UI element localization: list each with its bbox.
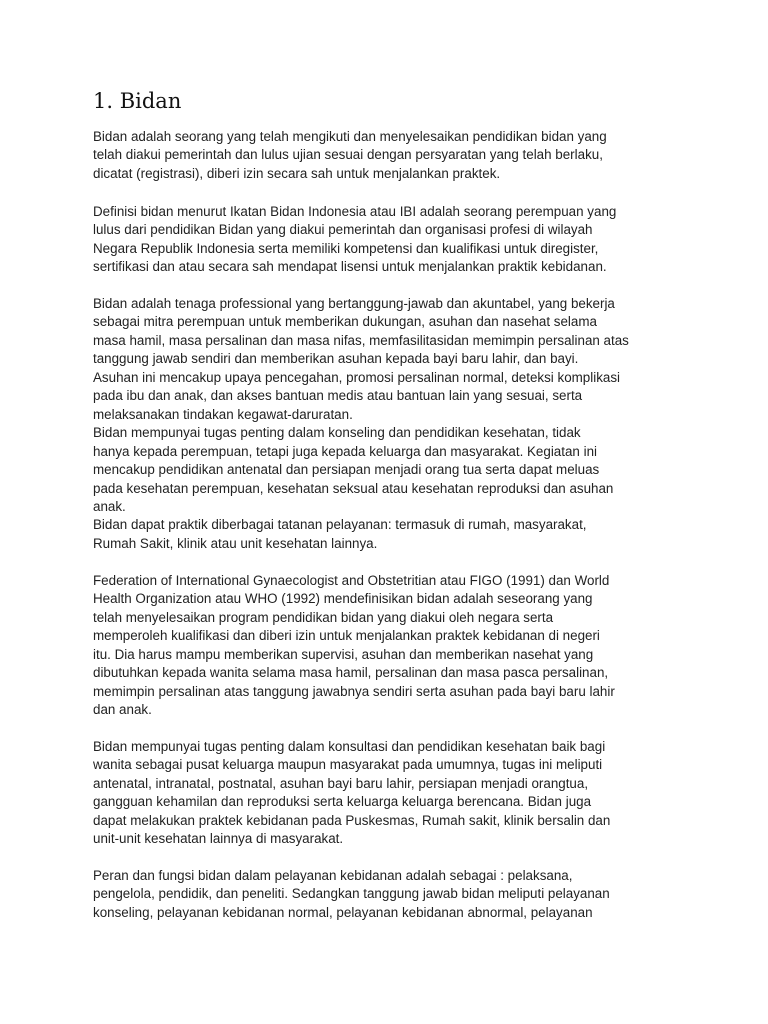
text-line: konseling, pelayanan kebidanan normal, pelayanan kebidanan abnormal, pelayanan [93,904,593,920]
text-line: tanggung jawab sendiri dan memberikan asuhan kepada bayi baru lahir, dan bayi. [93,351,579,367]
text-line: unit-unit kesehatan lainnya di masyarakat. [93,831,344,847]
text-line: wanita sebagai pusat keluarga maupun masyarakat pada umumnya, tugas ini meliputi [93,757,603,773]
text-line: antenatal, intranatal, postnatal, asuhan bayi baru lahir, persiapan menjadi orangtua, [93,775,589,791]
text-line: lulus dari pendidikan Bidan yang diakui pemerintah dan organisasi profesi di wilayah [93,222,593,238]
text-line: pada ibu dan anak, dan akses bantuan medis atau bantuan lain yang sesuai, serta [93,388,583,404]
text-line: Health Organization atau WHO (1992) mendefinisikan bidan adalah seseorang yang [93,591,593,607]
text-line: Definisi bidan menurut Ikatan Bidan Indonesia atau IBI adalah seorang perempuan yang [93,204,617,219]
text-line: Asuhan ini mencakup upaya pencegahan, promosi persalinan normal, deteksi komplikasi [93,369,621,385]
text-line: Bidan adalah tenaga professional yang bertanggung-jawab dan akuntabel, yang bekerja [93,296,615,311]
text-line: dan anak. [93,702,152,718]
text-line: anak. [93,498,126,514]
text-line: Federation of International Gynaecologist and Obstetritian atau FIGO (1991) dan World [93,573,610,588]
text-line: dicatat (registrasi), diberi izin secara sah untuk menjalankan praktek. [93,165,501,181]
text-line: gangguan kehamilan dan reproduksi serta keluarga keluarga berencana. Bidan juga [93,794,592,810]
text-line: pengelola, pendidik, dan peneliti. Sedangkan tanggung jawab bidan meliputi pelayanan [93,886,610,902]
text-line: Bidan mempunyai tugas penting dalam konseling dan pendidikan kesehatan, tidak [93,425,581,441]
text-line: Rumah Sakit, klinik atau unit kesehatan lainnya. [93,535,378,551]
paragraph-5 [93,738,610,849]
text-line: sebagai mitra perempuan untuk memberikan dukungan, asuhan dan nasehat selama [93,314,597,330]
text-line: Peran dan fungsi bidan dalam pelayanan kebidanan adalah sebagai : pelaksana, [93,868,573,883]
paragraph-3 [93,295,629,553]
text-line: dapat melakukan praktek kebidanan pada Puskesmas, Rumah sakit, klinik bersalin dan [93,812,611,828]
text-line: memimpin persalinan atas tanggung jawabnya sendiri serta asuhan pada bayi baru lahir [93,683,615,699]
paragraph-1 [93,128,607,183]
section-heading: 1. Bidan [93,89,182,113]
text-line: telah diakui pemerintah dan lulus ujian sesuai dengan persyaratan yang telah berlaku, [93,147,603,163]
text-line: pada kesehatan perempuan, kesehatan seksual atau kesehatan reproduksi dan asuhan [93,480,614,496]
text-line: memperoleh kualifikasi dan diberi izin untuk menjalankan praktek kebidanan di negeri [93,628,600,644]
paragraph-4 [93,572,615,720]
text-line: mencakup pendidikan antenatal dan persiapan menjadi orang tua serta dapat meluas [93,462,600,478]
text-line: masa hamil, masa persalinan dan masa nifas, memfasilitasidan memimpin persalinan atas [93,332,629,348]
paragraph-2 [93,203,616,277]
text-line: dibutuhkan kepada wanita selama masa hamil, persalinan dan masa pasca persalinan, [93,665,609,681]
paragraph-6 [93,867,610,922]
text-line: melaksanakan tindakan kegawat-daruratan. [93,406,353,422]
text-line: hanya kepada perempuan, tetapi juga kepada keluarga dan masyarakat. Kegiatan ini [93,443,597,459]
text-line: Bidan dapat praktik diberbagai tatanan pelayanan: termasuk di rumah, masyarakat, [93,517,587,533]
text-line: Bidan adalah seorang yang telah mengikuti dan menyelesaikan pendidikan bidan yang [93,129,607,144]
text-line: itu. Dia harus mampu memberikan supervisi, asuhan dan memberikan nasehat yang [93,646,594,662]
text-line: Bidan mempunyai tugas penting dalam konsultasi dan pendidikan kesehatan baik bagi [93,739,606,754]
text-line: telah menyelesaikan program pendidikan bidan yang diakui oleh negara serta [93,609,554,625]
text-line: sertifikasi dan atau secara sah mendapat lisensi untuk menjalankan praktik kebidanan. [93,259,607,275]
text-line: Negara Republik Indonesia serta memiliki kompetensi dan kualifikasi untuk diregister, [93,240,599,256]
